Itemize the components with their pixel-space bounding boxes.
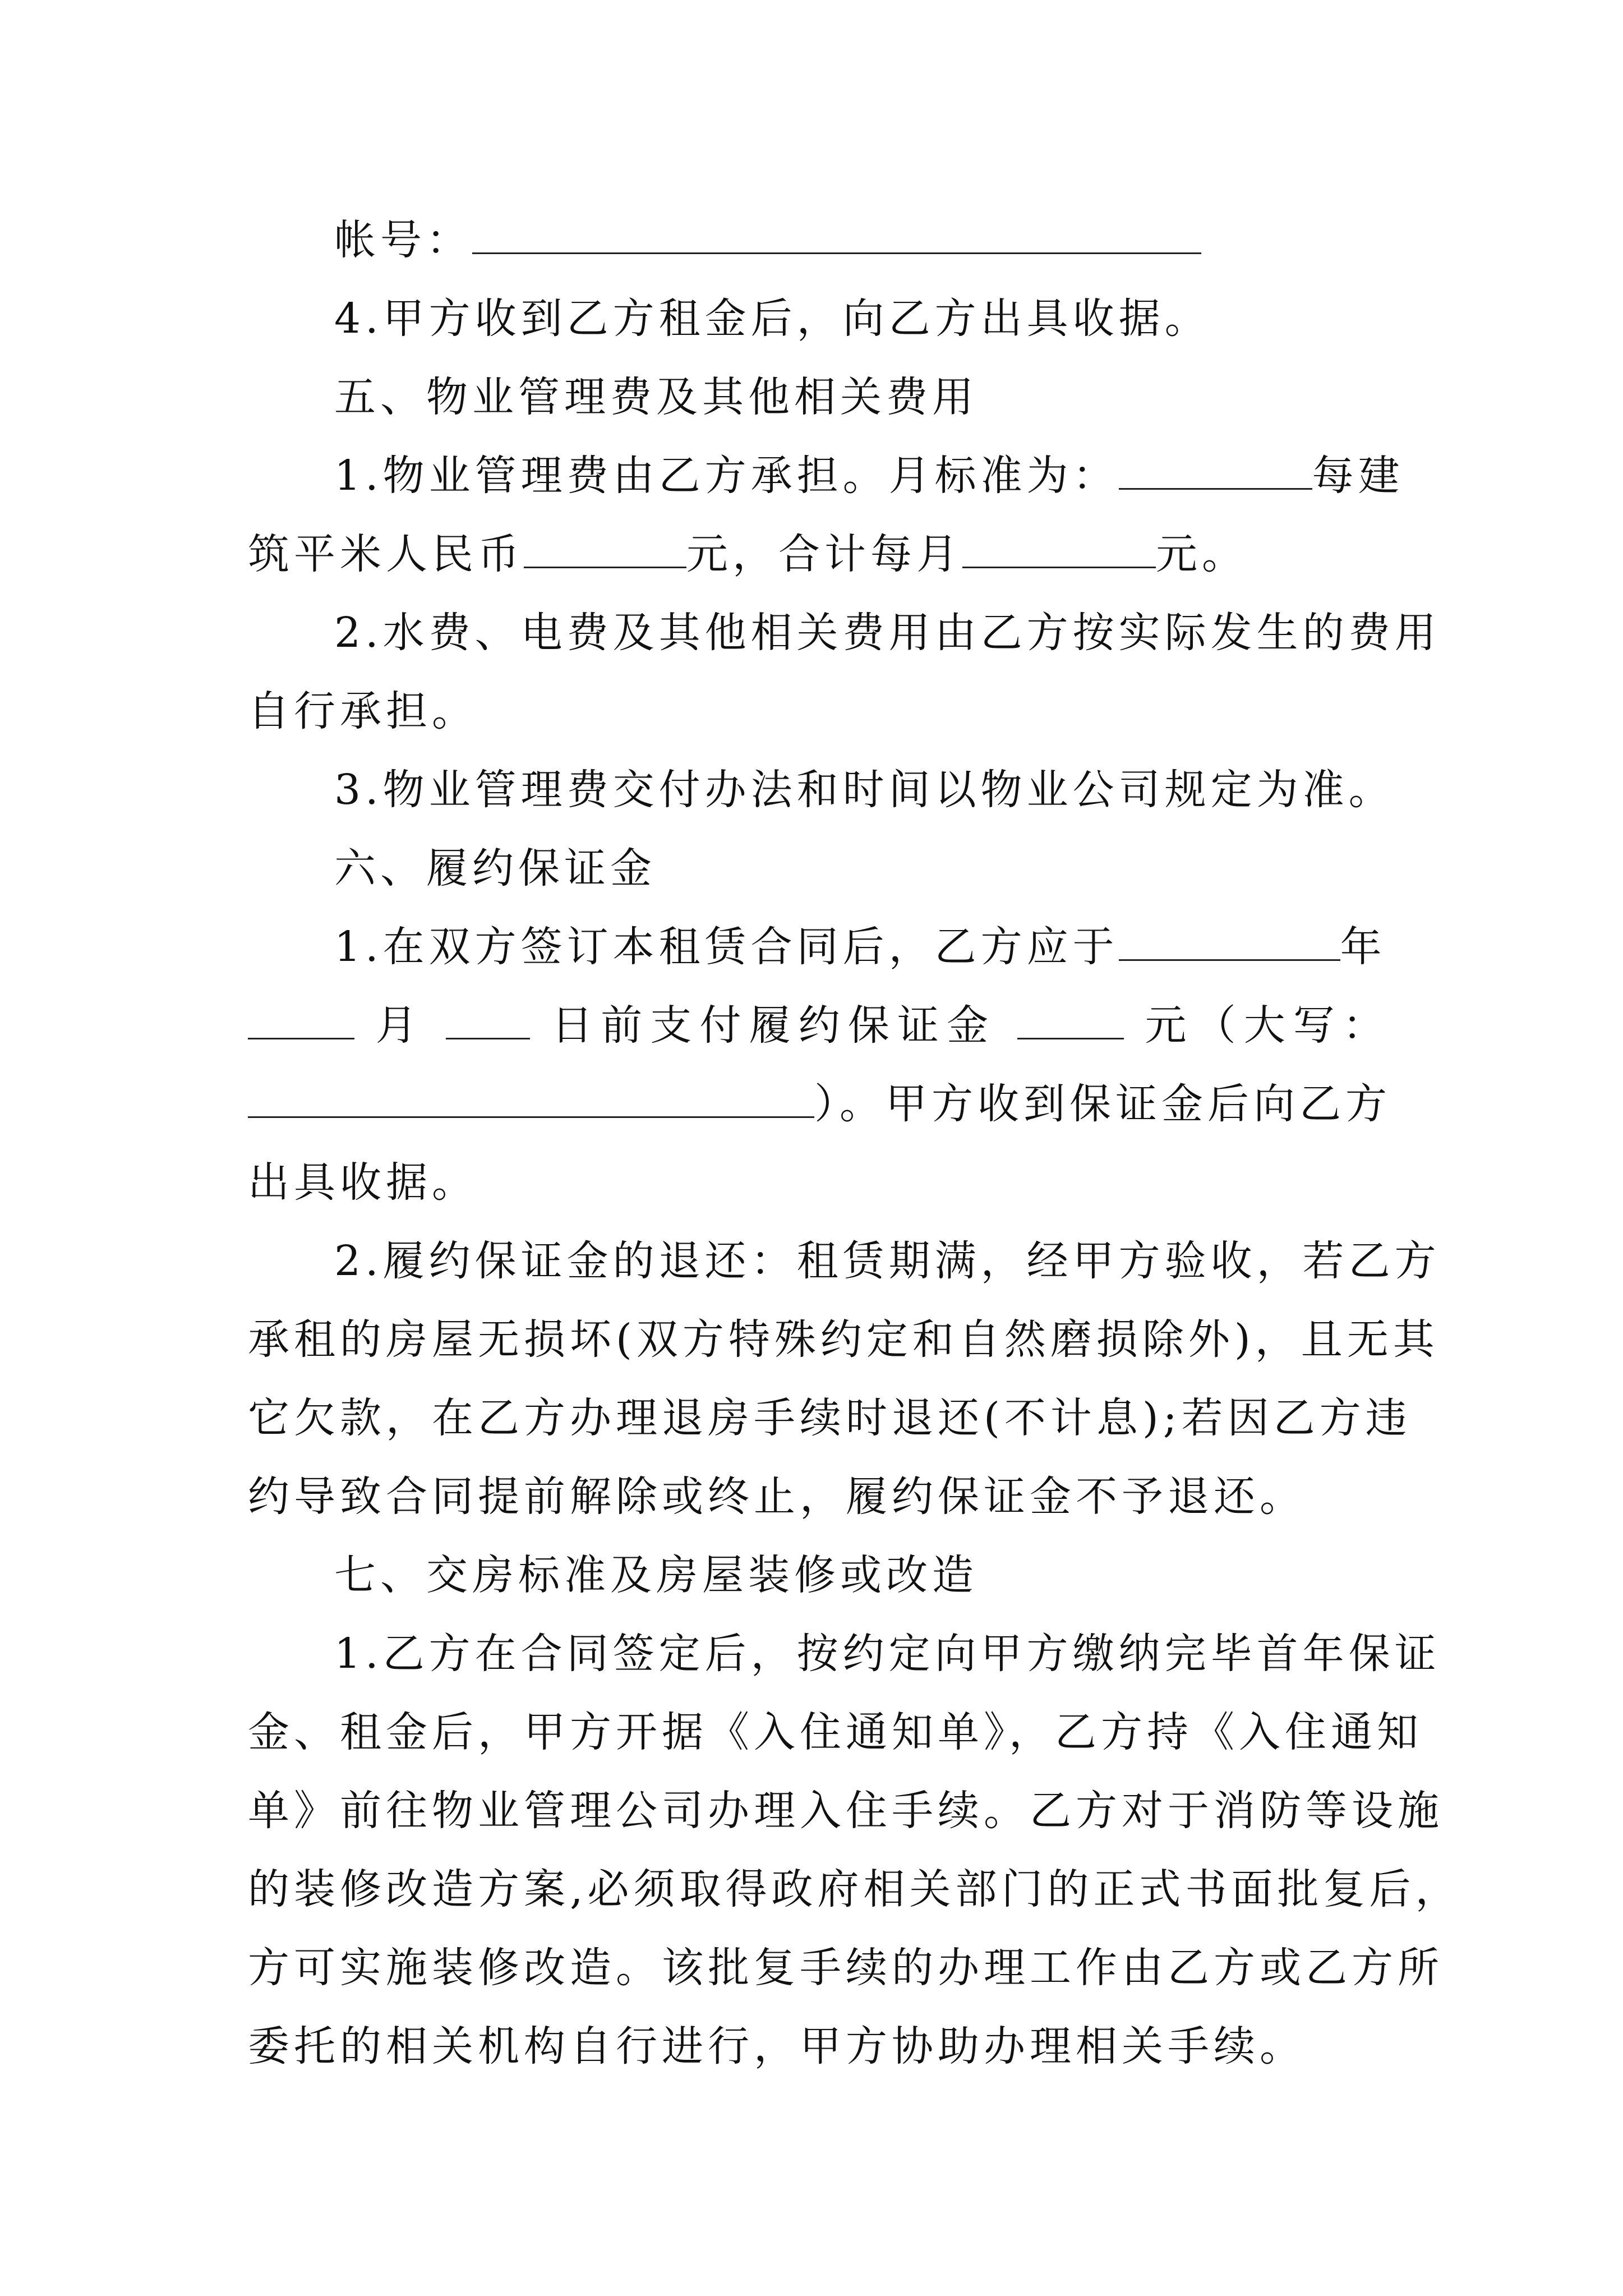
section-heading-text: 七、交房标准及房屋装修或改造	[334, 1551, 978, 1599]
clause-7-1-line-3	[248, 1783, 1444, 1839]
clause-text: 自行承担。	[248, 687, 478, 735]
clause-text: 筑平米人民币	[248, 530, 524, 578]
section-7-heading	[334, 1547, 1475, 1603]
clause-text: 元，合计每月	[686, 530, 962, 578]
clause-text: 它欠款，在乙方办理退房手续时退还(不计息);若因乙方违	[248, 1394, 1412, 1442]
deposit-amount-blank[interactable]	[1017, 1005, 1124, 1039]
section-heading-text: 六、履约保证金	[334, 844, 656, 892]
clause-6-1-line-1	[334, 919, 1389, 975]
clause-5-3	[334, 762, 1475, 818]
clause-text: 年	[1340, 923, 1386, 971]
clause-7-1-line-2	[248, 1704, 1423, 1760]
clause-text: ）。甲方收到保证金后向乙方	[814, 1080, 1391, 1128]
clause-6-1-line-2	[248, 997, 1389, 1053]
clause-6-2-line-1	[334, 1233, 1475, 1289]
deposit-amount-words-blank[interactable]	[248, 1084, 814, 1118]
price-per-sqm-blank[interactable]	[524, 534, 686, 568]
clause-7-1-line-5	[248, 1940, 1444, 1996]
section-heading-text: 五、物业管理费及其他相关费用	[334, 373, 978, 421]
deposit-month-blank[interactable]	[248, 1005, 354, 1039]
section-6-heading	[334, 840, 1475, 896]
clause-5-2-line-2	[248, 683, 1389, 739]
section-5-heading	[334, 369, 1475, 425]
clause-text: 1.乙方在合同签定后，按约定向甲方缴纳完毕首年保证	[334, 1630, 1441, 1678]
clause-text: 元（大写：	[1145, 1001, 1389, 1050]
clause-text: 承租的房屋无损坏(双方特殊约定和自然磨损除外)，且无其	[248, 1315, 1439, 1364]
clause-7-1-line-6	[248, 2018, 1389, 2074]
clause-6-2-line-2	[248, 1312, 1439, 1368]
clause-6-2-line-3	[248, 1390, 1412, 1446]
clause-text: 1.物业管理费由乙方承担。月标准为：	[334, 452, 1119, 500]
clause-7-1-line-1	[334, 1626, 1475, 1682]
account-number-label: 帐号：	[334, 216, 472, 264]
clause-6-2-line-4	[248, 1469, 1389, 1525]
clause-text: 4.甲方收到乙方租金后，向乙方出具收据。	[334, 295, 1211, 343]
clause-text: 3.物业管理费交付办法和时间以物业公司规定为准。	[334, 766, 1395, 814]
clause-text: 月	[375, 1001, 425, 1050]
clause-5-1-line-2	[248, 526, 1389, 582]
clause-text: 的装修改造方案,必须取得政府相关部门的正式书面批复后，	[248, 1865, 1461, 1913]
clause-5-2-line-1	[334, 605, 1475, 661]
clause-text: 1.在双方签订本租赁合同后，乙方应于	[334, 923, 1119, 971]
clause-6-1-line-3	[248, 1076, 1389, 1132]
clause-4-receipt	[334, 291, 1475, 347]
clause-7-1-line-4	[248, 1861, 1461, 1917]
account-number-blank[interactable]	[472, 220, 1201, 254]
clause-text: 元。	[1156, 530, 1248, 578]
account-number-line	[334, 212, 1475, 268]
clause-text: 单》前往物业管理公司办理入住手续。乙方对于消防等设施	[248, 1787, 1444, 1835]
clause-text: 日前支付履约保证金	[551, 1001, 997, 1050]
clause-text: 每建	[1312, 452, 1404, 500]
monthly-rate-blank[interactable]	[1119, 455, 1312, 490]
clause-5-1-line-1	[334, 448, 1404, 504]
deposit-day-blank[interactable]	[446, 1005, 530, 1039]
clause-text: 约导致合同提前解除或终止，履约保证金不予退还。	[248, 1473, 1306, 1521]
clause-text: 金、租金后，甲方开据《入住通知单》，乙方持《入住通知	[248, 1708, 1423, 1756]
clause-text: 2.水费、电费及其他相关费用由乙方按实际发生的费用	[334, 609, 1441, 657]
clause-text: 2.履约保证金的退还：租赁期满，经甲方验收，若乙方	[334, 1237, 1441, 1285]
deposit-year-blank[interactable]	[1119, 927, 1340, 961]
monthly-total-blank[interactable]	[962, 534, 1156, 568]
clause-text: 委托的相关机构自行进行，甲方协助办理相关手续。	[248, 2022, 1306, 2070]
clause-text: 方可实施装修改造。该批复手续的办理工作由乙方或乙方所	[248, 1944, 1444, 1992]
clause-text: 出具收据。	[248, 1158, 478, 1207]
clause-6-1-line-4	[248, 1154, 1389, 1211]
